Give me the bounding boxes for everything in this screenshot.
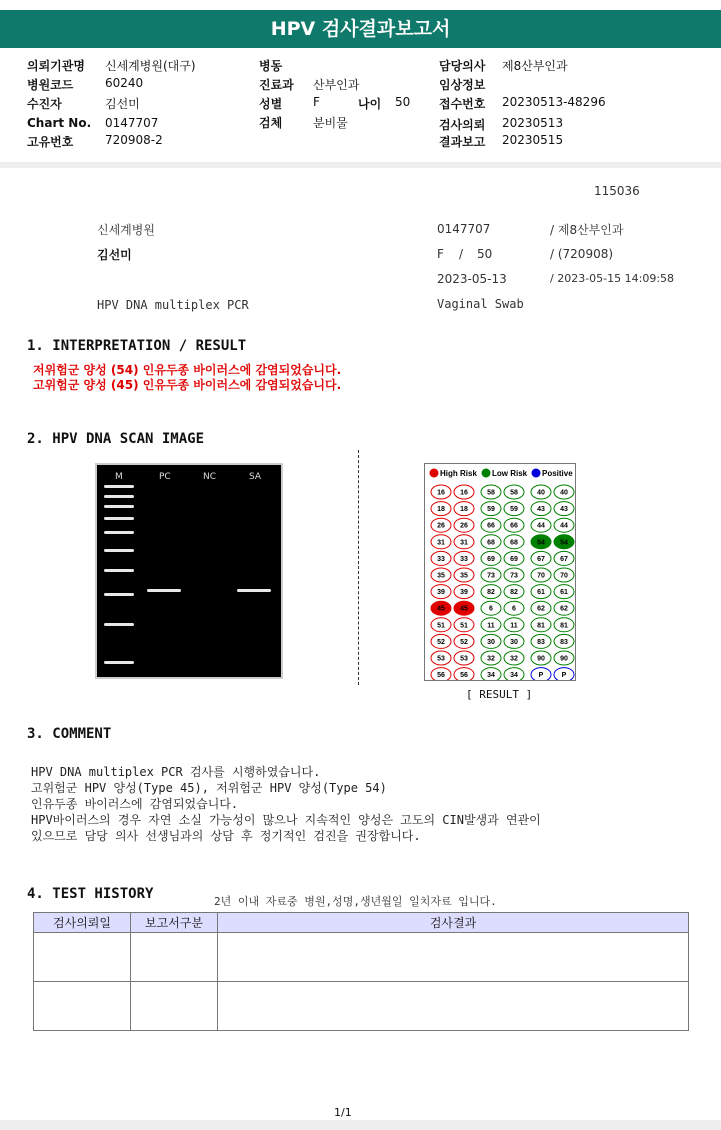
table-row — [34, 933, 689, 982]
genotype-label: 40 — [537, 489, 545, 497]
genotype-label: 51 — [437, 622, 445, 630]
genotype-label: 45 — [437, 605, 445, 613]
receipt-value: 20230513-48296 — [502, 95, 606, 109]
genotype-label: 45 — [460, 605, 468, 613]
comment-line: 있으므로 담당 의사 선생님과의 상담 후 정기적인 검진을 권장합니다. — [31, 829, 421, 843]
info-doctor: / 제8산부인과 — [550, 223, 624, 237]
low-risk-legend-dot — [482, 469, 491, 478]
genotype-label: 61 — [537, 589, 545, 597]
genotype-label: 6 — [489, 605, 493, 613]
info-test-name: HPV DNA multiplex PCR — [97, 298, 249, 312]
marker-band — [104, 517, 134, 520]
report-value: 20230515 — [502, 133, 564, 147]
table-row — [34, 982, 689, 1031]
sample-band — [237, 589, 271, 592]
section-history-title: 4. TEST HISTORY — [27, 886, 154, 902]
genotype-label: 67 — [537, 555, 545, 563]
info-request-date: 2023-05-13 — [437, 272, 507, 286]
genotype-label: 30 — [510, 638, 518, 646]
legend-high-risk: High Risk — [440, 469, 477, 478]
age-value: 50 — [395, 95, 411, 109]
comment-line: 인유두종 바이러스에 감염되었습니다. — [31, 797, 239, 811]
history-cell — [131, 933, 218, 982]
info-report-datetime: / 2023-05-15 14:09:58 — [550, 272, 675, 285]
gel-electrophoresis-image — [95, 463, 283, 679]
genotype-label: 82 — [487, 589, 495, 597]
clinical-info-label: 임상정보 — [439, 78, 486, 92]
patient-label: 수진자 — [27, 97, 62, 111]
marker-band — [104, 505, 134, 508]
history-cell — [34, 933, 131, 982]
genotype-label: 62 — [560, 605, 568, 613]
specimen-value: 분비물 — [313, 116, 348, 130]
info-sex: F — [437, 247, 444, 261]
genotype-label: 90 — [560, 655, 568, 663]
test-history-table — [33, 912, 689, 1031]
result-line-low-risk: 저위험군 양성 (54) 인유두종 바이러스에 감염되었습니다. — [33, 363, 342, 377]
hospital-code-label: 병원코드 — [27, 78, 74, 92]
genotype-label: 32 — [510, 655, 518, 663]
genotype-label: 58 — [510, 489, 518, 497]
legend-positive: Positive — [542, 469, 573, 478]
genotype-label: 83 — [560, 638, 568, 646]
genotype-cells — [431, 485, 574, 680]
positive-legend-dot — [532, 469, 541, 478]
pc-band — [147, 589, 181, 592]
genotype-label: 62 — [537, 605, 545, 613]
chart-label: Chart No. — [27, 116, 92, 130]
page-number: 1/1 — [334, 1106, 352, 1119]
comment-line: 고위험군 HPV 양성(Type 45), 저위험군 HPV 양성(Type 54) — [31, 781, 387, 795]
sex-value: F — [313, 95, 320, 109]
col-result: 검사결과 — [218, 913, 689, 933]
info-sex-age-slash: / — [459, 247, 464, 261]
col-report-type: 보고서구분 — [131, 913, 218, 933]
genotype-label: 54 — [560, 539, 568, 547]
genotype-label: 44 — [560, 522, 568, 530]
ward-label: 병동 — [259, 59, 283, 73]
unique-id-label: 고유번호 — [27, 135, 74, 149]
genotype-label: 26 — [437, 522, 445, 530]
marker-band — [104, 569, 134, 572]
section-comment-title: 3. COMMENT — [27, 726, 112, 742]
genotype-label: 31 — [460, 539, 468, 547]
genotype-label: 83 — [537, 638, 545, 646]
genotype-label: 54 — [537, 539, 545, 547]
sex-label: 성별 — [259, 97, 283, 111]
genotype-grid-svg — [425, 464, 575, 680]
genotype-label: 44 — [537, 522, 545, 530]
genotype-label: 70 — [560, 572, 568, 580]
genotype-label: 68 — [487, 539, 495, 547]
marker-band — [104, 549, 134, 552]
genotype-label: 30 — [487, 638, 495, 646]
history-note: 2년 이내 자료중 병원,성명,생년월일 일치자료 입니다. — [214, 895, 497, 908]
comment-line: HPV DNA multiplex PCR 검사를 시행하였습니다. — [31, 765, 321, 779]
info-patient-name: 김선미 — [97, 248, 132, 262]
hpv-genotype-grid — [424, 463, 576, 681]
report-label: 결과보고 — [439, 135, 486, 149]
section-scan-image-title: 2. HPV DNA SCAN IMAGE — [27, 431, 205, 447]
genotype-label: 31 — [437, 539, 445, 547]
genotype-label: 90 — [537, 655, 545, 663]
report-title: HPV 검사결과보고서 — [0, 10, 721, 48]
result-line-high-risk: 고위험군 양성 (45) 인유두종 바이러스에 감염되었습니다. — [33, 378, 342, 392]
genotype-label: 33 — [460, 555, 468, 563]
genotype-label: 61 — [560, 589, 568, 597]
genotype-label: 52 — [437, 638, 445, 646]
info-specimen: Vaginal Swab — [437, 297, 524, 311]
genotype-label: 35 — [460, 572, 468, 580]
genotype-label: P — [538, 672, 544, 680]
report-code: 115036 — [594, 184, 640, 198]
genotype-label: 53 — [437, 655, 445, 663]
genotype-label: 33 — [437, 555, 445, 563]
hospital-code-value: 60240 — [105, 76, 144, 90]
genotype-label: 70 — [537, 572, 545, 580]
header-separator — [0, 162, 721, 168]
genotype-label: 43 — [537, 506, 545, 514]
doctor-value: 제8산부인과 — [502, 59, 568, 73]
specimen-label: 검체 — [259, 116, 283, 130]
genotype-label: 66 — [510, 522, 518, 530]
gel-lane-label-sa: SA — [249, 472, 262, 482]
image-divider — [358, 450, 359, 685]
genotype-label: 68 — [510, 539, 518, 547]
genotype-label: 51 — [460, 622, 468, 630]
genotype-label: 32 — [487, 655, 495, 663]
genotype-label: 18 — [460, 506, 468, 514]
info-chart: 0147707 — [437, 222, 491, 236]
genotype-label: 53 — [460, 655, 468, 663]
genotype-label: 26 — [460, 522, 468, 530]
footer-band — [0, 1120, 721, 1130]
marker-band — [104, 531, 134, 534]
genotype-label: 34 — [487, 672, 495, 680]
genotype-label: 18 — [437, 506, 445, 514]
legend-low-risk: Low Risk — [492, 469, 528, 478]
dept-value: 산부인과 — [313, 78, 360, 92]
dept-label: 진료과 — [259, 78, 294, 92]
chart-value: 0147707 — [105, 116, 159, 130]
genotype-label: 69 — [510, 555, 518, 563]
genotype-label: 59 — [510, 506, 518, 514]
hospital-label: 의뢰기관명 — [27, 59, 85, 73]
receipt-label: 접수번호 — [439, 97, 486, 111]
marker-band — [104, 623, 134, 626]
genotype-label: 39 — [460, 589, 468, 597]
genotype-label: 73 — [487, 572, 495, 580]
request-label: 검사의뢰 — [439, 118, 486, 132]
genotype-label: 16 — [437, 489, 445, 497]
high-risk-legend-dot — [430, 469, 439, 478]
history-cell — [218, 933, 689, 982]
history-header-row — [34, 913, 689, 933]
genotype-label: 81 — [560, 622, 568, 630]
info-hospital: 신세계병원 — [97, 223, 155, 237]
genotype-label: 16 — [460, 489, 468, 497]
genotype-label: 6 — [512, 605, 516, 613]
doctor-label: 담당의사 — [439, 59, 486, 73]
genotype-label: 59 — [487, 506, 495, 514]
genotype-label: 81 — [537, 622, 545, 630]
marker-band — [104, 495, 134, 498]
request-value: 20230513 — [502, 116, 564, 130]
genotype-label: 43 — [560, 506, 568, 514]
section-interpretation-title: 1. INTERPRETATION / RESULT — [27, 338, 247, 354]
genotype-label: 69 — [487, 555, 495, 563]
genotype-label: 56 — [437, 672, 445, 680]
patient-value: 김선미 — [105, 97, 140, 111]
genotype-label: 66 — [487, 522, 495, 530]
col-request-date: 검사의뢰일 — [34, 913, 131, 933]
info-birth: / (720908) — [550, 247, 614, 261]
genotype-label: 35 — [437, 572, 445, 580]
genotype-label: 39 — [437, 589, 445, 597]
comment-block — [31, 764, 541, 844]
genotype-label: 40 — [560, 489, 568, 497]
history-cell — [218, 982, 689, 1031]
genotype-label: 82 — [510, 589, 518, 597]
history-cell — [34, 982, 131, 1031]
marker-band — [104, 593, 134, 596]
genotype-label: 56 — [460, 672, 468, 680]
unique-id-value: 720908-2 — [105, 133, 163, 147]
grid-caption: [ RESULT ] — [466, 688, 533, 701]
genotype-label: 67 — [560, 555, 568, 563]
info-age: 50 — [477, 247, 493, 261]
history-cell — [131, 982, 218, 1031]
age-label: 나이 — [358, 97, 382, 111]
genotype-label: P — [561, 672, 567, 680]
marker-band — [104, 485, 134, 488]
gel-lane-label-m: M — [115, 472, 123, 482]
genotype-label: 52 — [460, 638, 468, 646]
gel-lane-label-nc: NC — [203, 472, 217, 482]
genotype-label: 34 — [510, 672, 518, 680]
gel-lane-label-pc: PC — [159, 472, 171, 482]
genotype-label: 58 — [487, 489, 495, 497]
genotype-label: 11 — [487, 622, 495, 630]
genotype-label: 11 — [510, 622, 518, 630]
marker-band — [104, 661, 134, 664]
genotype-label: 73 — [510, 572, 518, 580]
comment-line: HPV바이러스의 경우 자연 소실 가능성이 많으나 지속적인 양성은 고도의 CIN발생과 연관이 — [31, 813, 541, 827]
hospital-value: 신세계병원(대구) — [105, 59, 196, 73]
